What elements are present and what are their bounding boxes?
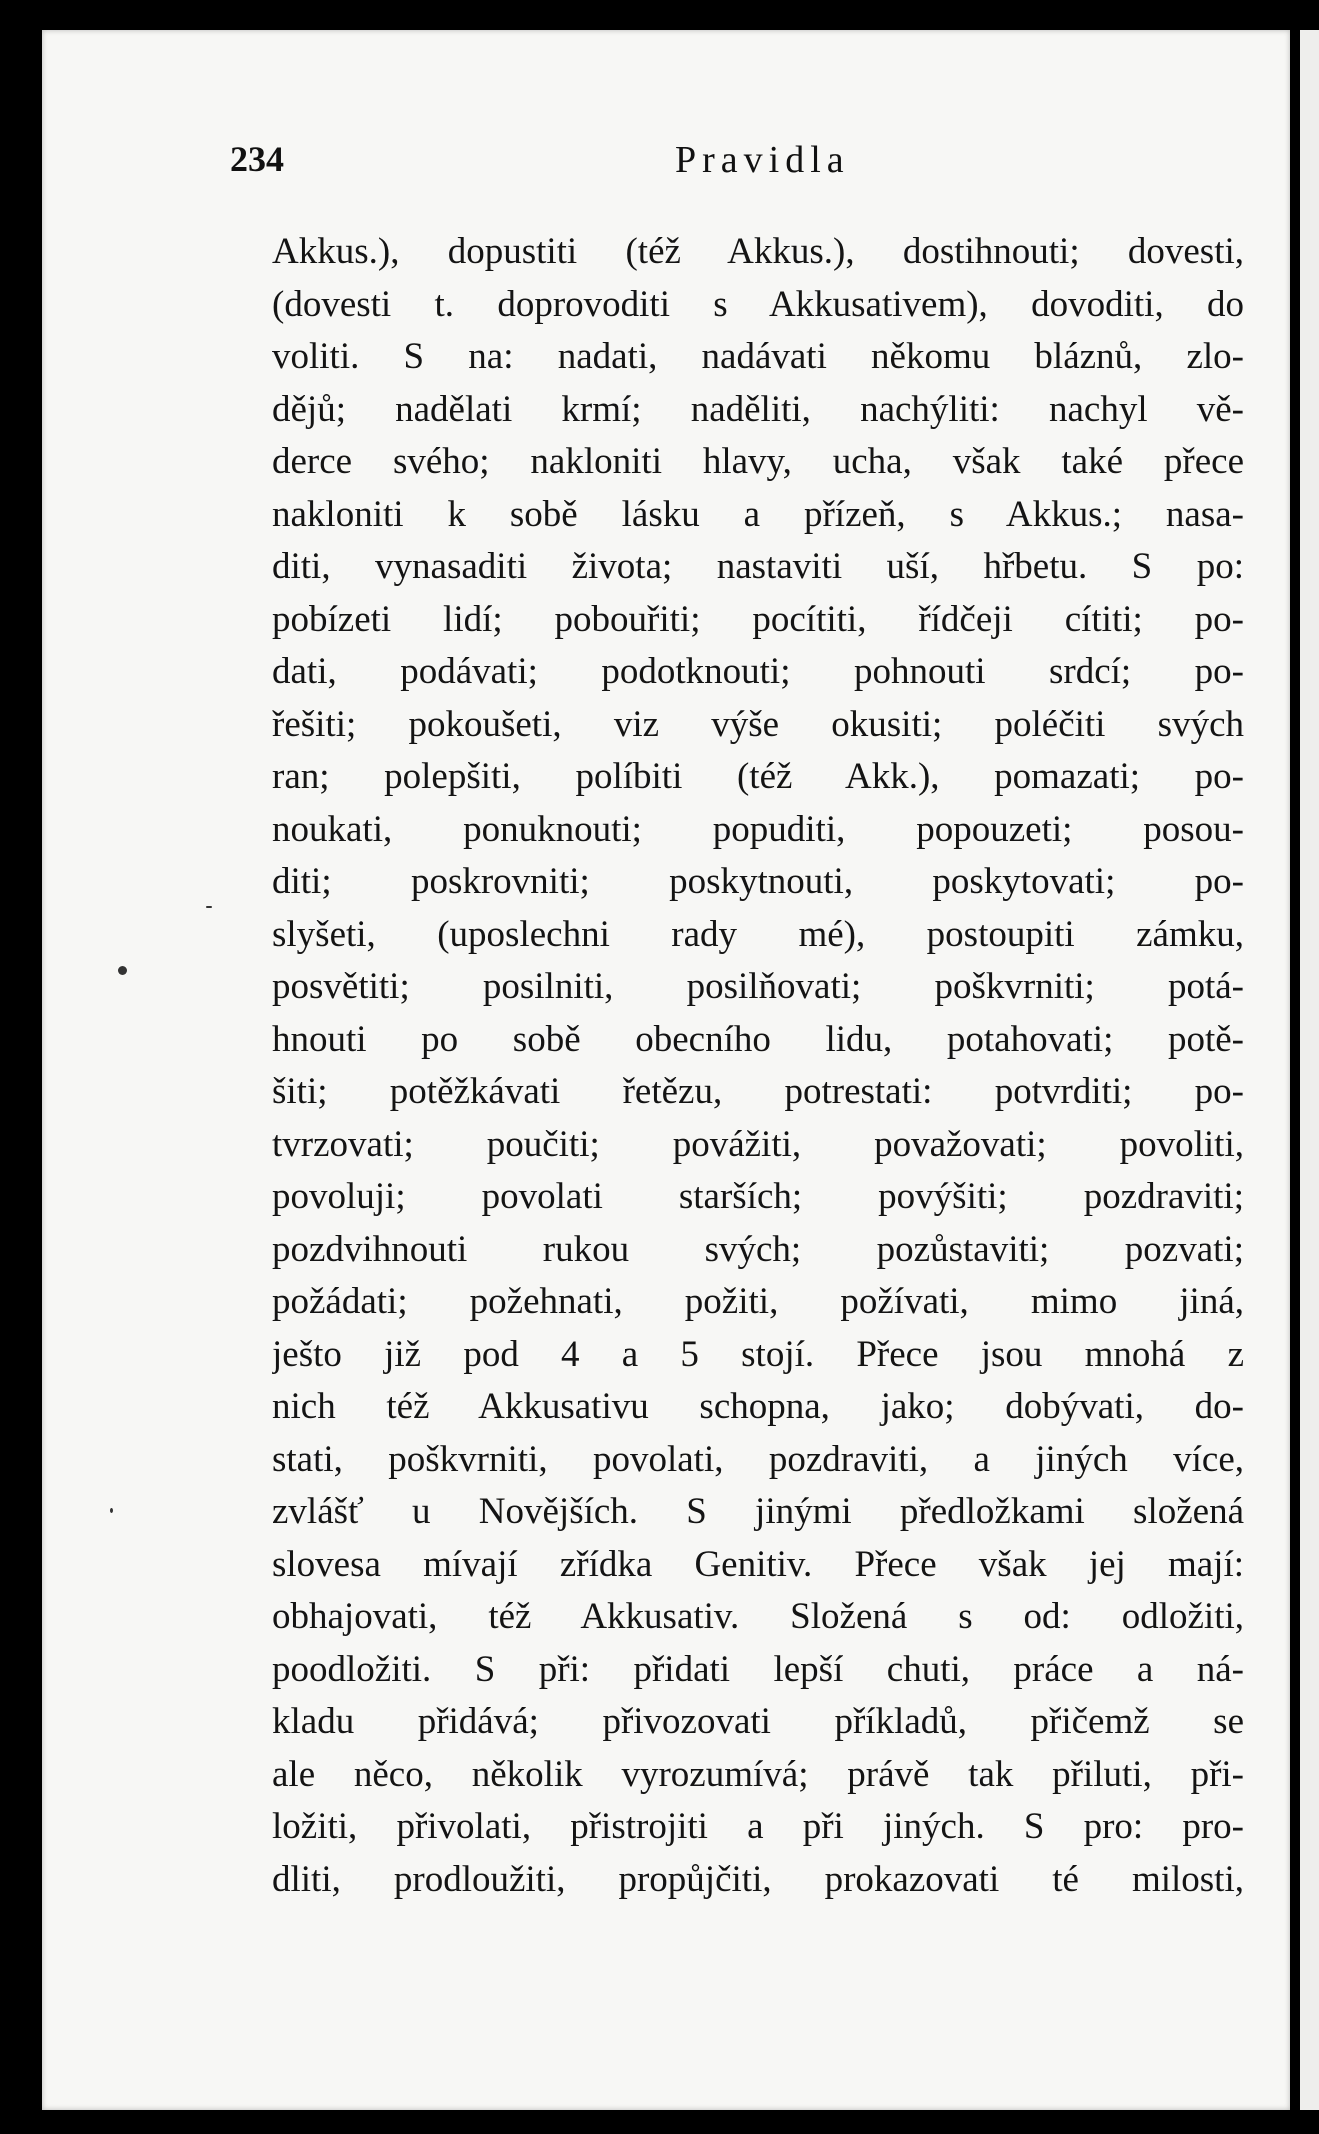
margin-speck [206,906,212,908]
text-line: noukati, ponuknouti; popuditi, popouzeti; posou- [272,808,1244,850]
text-line: derce svého; nakloniti hlavy, ucha, však také přece [272,441,1244,482]
running-head: Pravidla [675,139,850,181]
page-header [230,138,1270,198]
margin-speck [118,966,127,975]
text-line: hnouti po sobě obecního lidu, potahovati; potě- [272,1018,1244,1060]
text-line: nich též Akkusativu schopna, jako; dobývati, do- [272,1386,1244,1427]
text-line: slovesa mívají zřídka Genitiv. Přece však jej mají: [272,1543,1244,1585]
text-line: slyšeti, (uposlechni rady mé), postoupiti zámku, [272,913,1244,955]
text-line: diti, vynasaditi života; nastaviti uší, hřbetu. S po: [272,546,1244,587]
text-line: ješto již pod 4 a 5 stojí. Přece jsou mnohá z [272,1333,1244,1375]
text-line: voliti. S na: nadati, nadávati někomu bláznů, zlo- [272,336,1244,377]
text-line: dati, podávati; podotknouti; pohnouti srdcí; po- [272,651,1244,692]
text-line: pobízeti lidí; pobouřiti; pocítiti, řídčeji cítiti; po- [272,598,1244,640]
text-line: ložiti, přivolati, přistrojiti a při jiných. S pro: pro- [272,1806,1244,1847]
text-line: posvětiti; posilniti, posilňovati; poškvrniti; potá- [272,966,1244,1007]
text-line: diti; poskrovniti; poskytnouti, poskytovati; po- [272,861,1244,902]
text-line: (dovesti t. doprovoditi s Akkusativem), dovoditi, do [272,283,1244,325]
body-text [272,226,1244,1906]
text-line: řešiti; pokoušeti, viz výše okusiti; poléčiti svých [272,703,1244,745]
page-number: 234 [230,139,284,179]
text-line: stati, poškvrniti, povolati, pozdraviti, a jiných více, [272,1438,1244,1480]
text-line: zvlášť u Novějších. S jinými předložkami složená [272,1491,1244,1532]
text-line: pozdvihnouti rukou svých; pozůstaviti; pozvati; [272,1228,1244,1270]
text-line: nakloniti k sobě lásku a přízeň, s Akkus.; nasa- [272,493,1244,535]
text-line: Akkus.), dopustiti (též Akkus.), dostihnouti; dovesti, [272,231,1244,272]
text-line: ran; polepšiti, políbiti (též Akk.), pomazati; po- [272,756,1244,797]
margin-speck [110,1508,113,1513]
text-line: požádati; požehnati, požiti, požívati, mimo jiná, [272,1281,1244,1322]
text-line: obhajovati, též Akkusativ. Složená s od: odložiti, [272,1596,1244,1637]
text-line: šiti; potěžkávati řetězu, potrestati: potvrditi; po- [272,1071,1244,1112]
text-line: dějů; nadělati krmí; naděliti, nachýliti: nachyl vě- [272,388,1244,430]
text-line: poodložiti. S při: přidati lepší chuti, práce a ná- [272,1648,1244,1690]
text-line: tvrzovati; poučiti; povážiti, považovati; povoliti, [272,1123,1244,1165]
adjacent-page-edge [1300,30,1319,2110]
text-line: dliti, prodloužiti, propůjčiti, prokazovati té milosti, [272,1858,1244,1900]
text-line: ale něco, několik vyrozumívá; právě tak přiluti, při- [272,1753,1244,1795]
text-line: kladu přidává; přivozovati příkladů, přičemž se [272,1701,1244,1742]
text-line: povoluji; povolati starších; povýšiti; pozdraviti; [272,1176,1244,1217]
